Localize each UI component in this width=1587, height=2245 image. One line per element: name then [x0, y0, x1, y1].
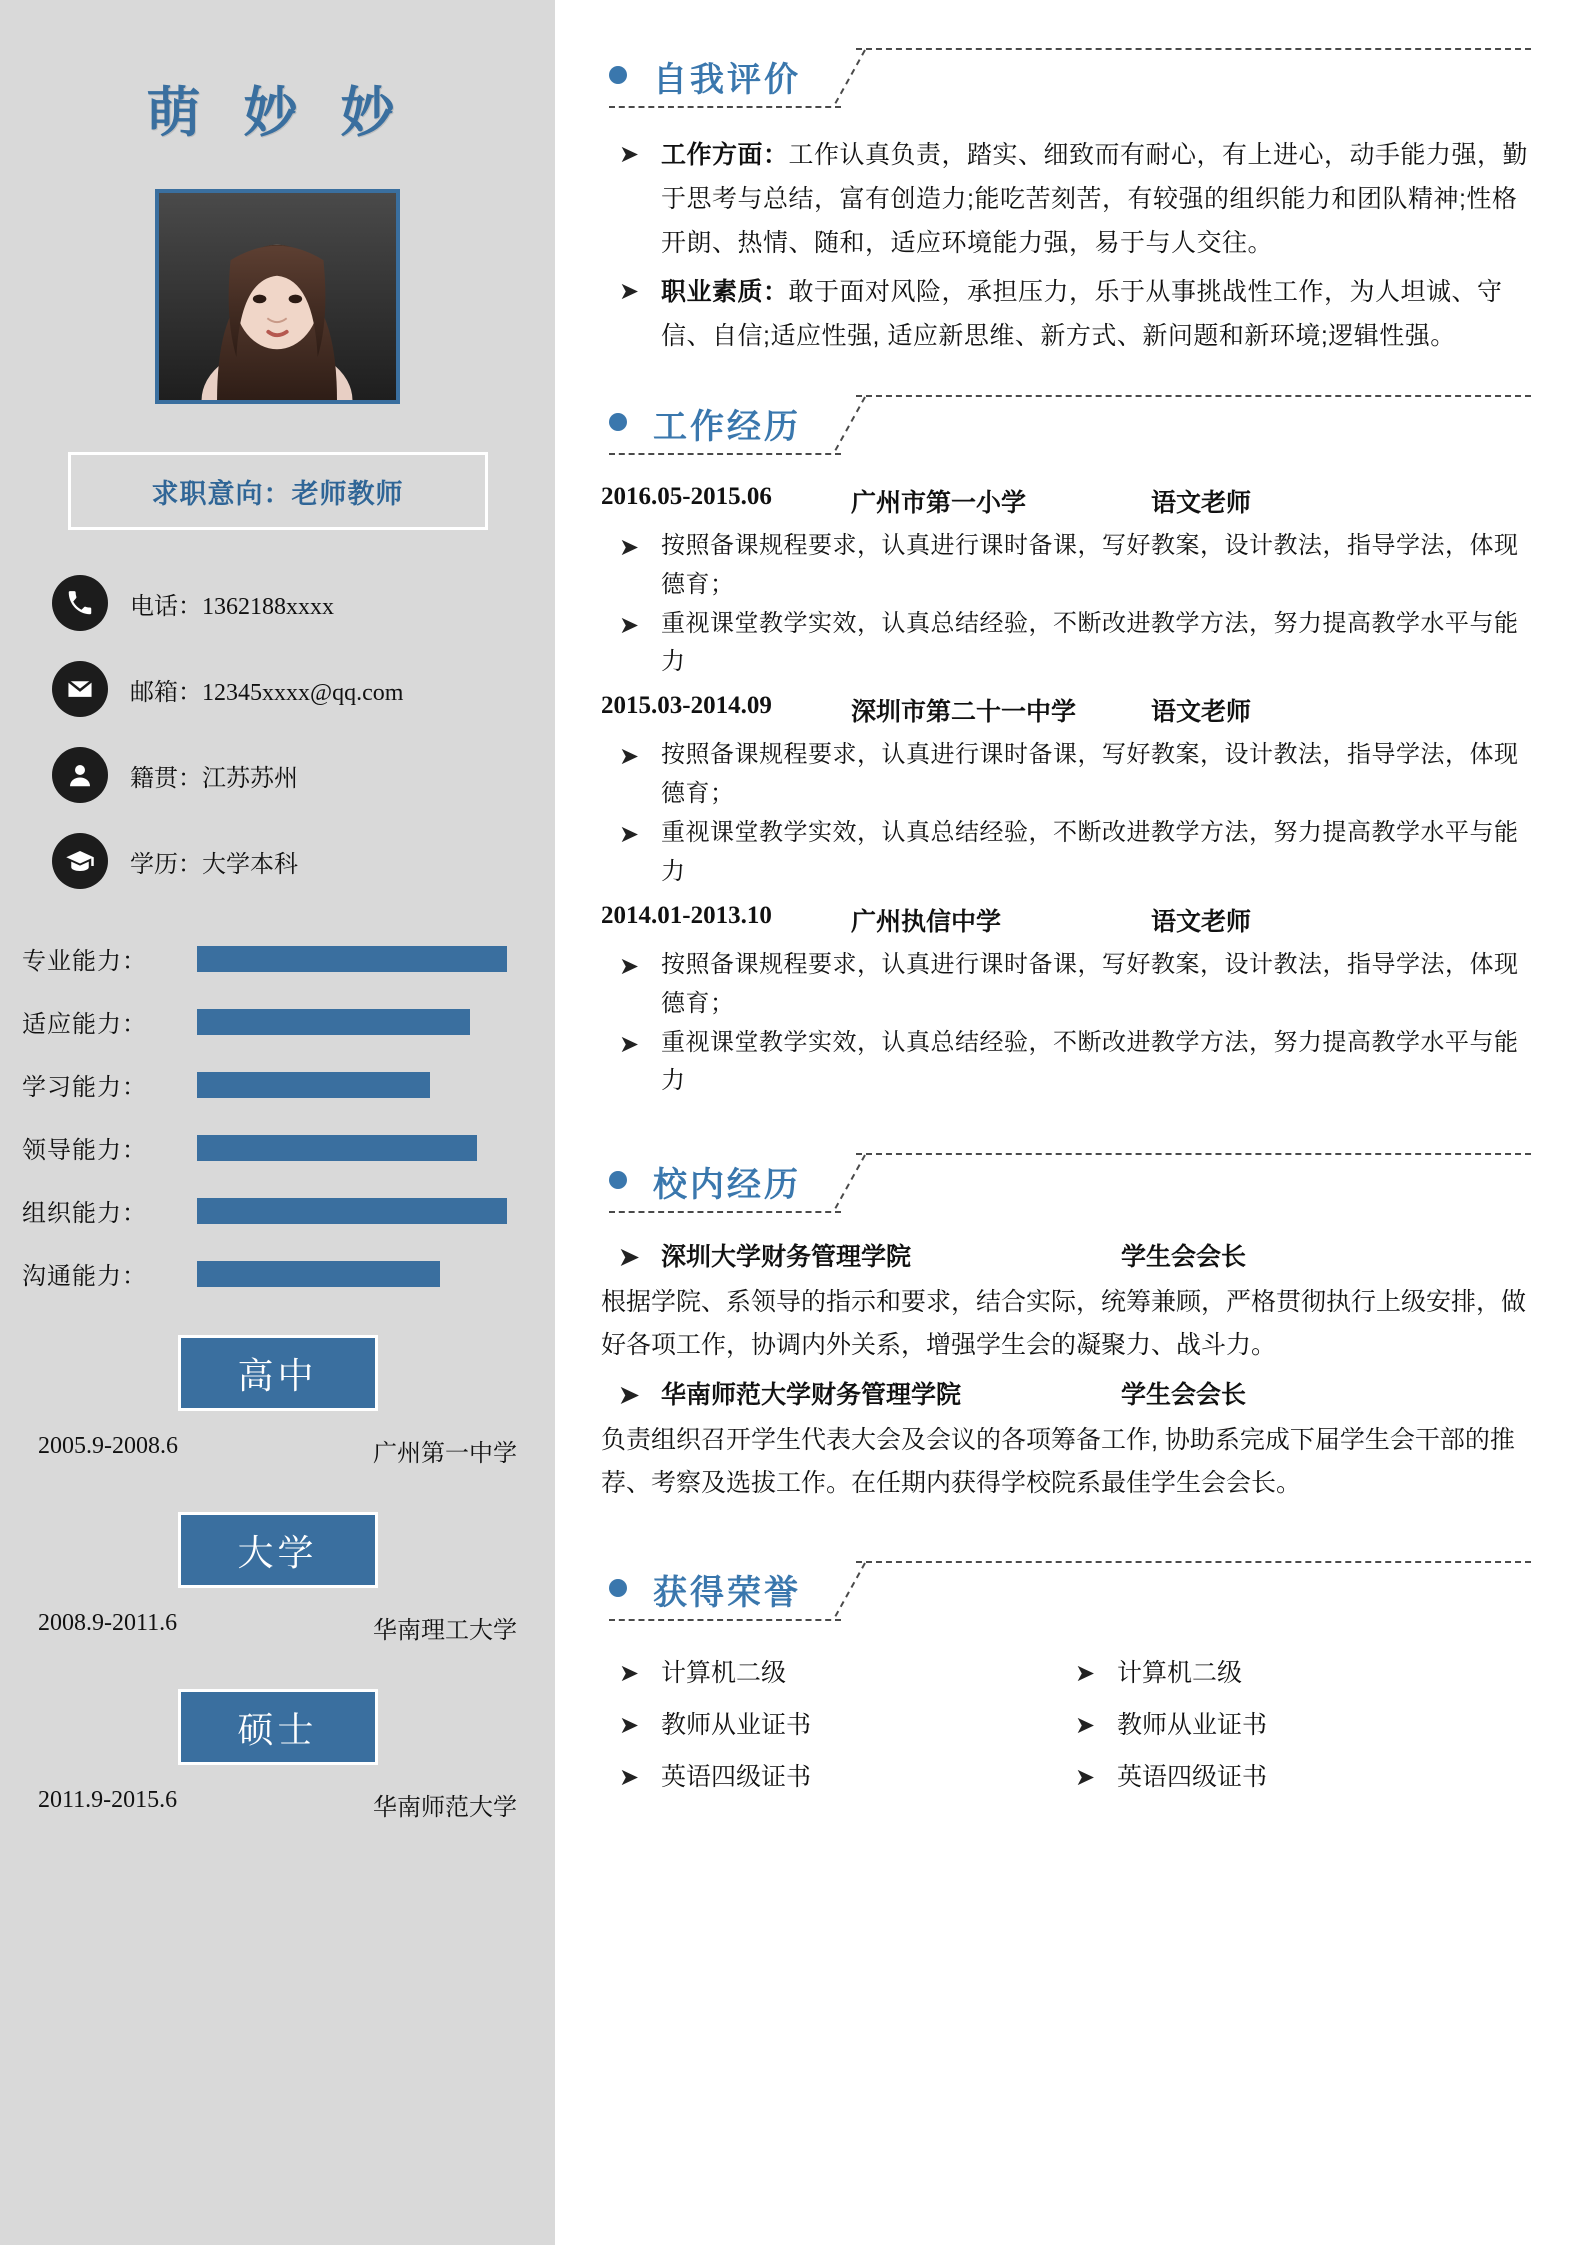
header-rule-top	[856, 1561, 1531, 1563]
contact-hometown-label: 籍贯：	[130, 764, 202, 792]
honor-text: 英语四级证书	[661, 1763, 812, 1792]
work-role: 语文老师	[1151, 488, 1252, 517]
bullet-dot-icon	[609, 413, 627, 431]
list-item	[619, 271, 1531, 359]
skill-bar	[197, 946, 507, 972]
arrow-bullet-icon: ➤	[1075, 1660, 1096, 1688]
list-item	[619, 814, 1531, 892]
contact-phone-value: 1362188xxxx	[202, 593, 334, 620]
skill-label: 学习能力：	[22, 1074, 147, 1101]
education-date: 2011.9-2015.6	[38, 1787, 178, 1813]
honor-column-left	[619, 1653, 1075, 1809]
skill-label: 组织能力：	[22, 1200, 147, 1227]
honor-text: 教师从业证书	[661, 1711, 812, 1740]
contact-email-label: 邮箱：	[130, 678, 202, 706]
arrow-bullet-icon: ➤	[619, 821, 640, 848]
arrow-bullet-icon: ➤	[1075, 1764, 1096, 1792]
list-item	[619, 1024, 1531, 1102]
header-rule-diagonal	[833, 48, 867, 106]
list-item	[1075, 1757, 1531, 1799]
education-school: 华南理工大学	[373, 1617, 517, 1644]
header-rule-bottom	[609, 106, 841, 108]
user-icon	[52, 747, 108, 803]
header-rule-top	[856, 395, 1531, 397]
sidebar	[0, 0, 555, 2245]
honor-column-right	[1075, 1653, 1531, 1809]
arrow-bullet-icon: ➤	[619, 611, 640, 639]
contact-phone	[52, 575, 555, 631]
education-item	[0, 1689, 555, 1822]
skill-list	[22, 941, 555, 1291]
list-item	[1075, 1705, 1531, 1747]
contact-hometown-text	[130, 758, 298, 793]
campus-item	[601, 1375, 1531, 1505]
skill-label: 领导能力：	[22, 1137, 147, 1164]
honor-text: 计算机二级	[661, 1659, 787, 1688]
contact-education-value: 大学本科	[202, 850, 298, 878]
skill-item	[22, 1004, 555, 1039]
work-org: 广州执信中学	[851, 907, 1002, 936]
work-date: 2015.03-2014.09	[601, 692, 772, 720]
contact-hometown-value: 江苏苏州	[202, 764, 298, 792]
work-role: 语文老师	[1151, 907, 1252, 936]
skill-bar	[197, 1198, 507, 1224]
work-date: 2016.05-2015.06	[601, 482, 772, 510]
header-rule-diagonal	[833, 1153, 867, 1211]
education-badge: 大学	[178, 1512, 378, 1588]
skill-bar	[197, 1009, 470, 1035]
skill-item	[22, 1130, 555, 1165]
work-points	[619, 736, 1531, 892]
education-school: 华南师范大学	[373, 1794, 517, 1821]
skill-item	[22, 1193, 555, 1228]
arrow-bullet-icon: ➤	[619, 743, 640, 771]
arrow-bullet-icon: ➤	[619, 1382, 640, 1410]
arrow-bullet-icon: ➤	[619, 952, 640, 980]
work-points	[619, 946, 1531, 1102]
header-rule-top	[856, 1153, 1531, 1155]
arrow-bullet-icon: ➤	[619, 141, 640, 168]
work-date: 2014.01-2013.10	[601, 901, 772, 929]
campus-item-header	[619, 1237, 1531, 1279]
skill-bar	[197, 1261, 440, 1287]
self-eval-list	[619, 134, 1531, 359]
list-item-label: 工作方面：	[661, 141, 789, 169]
contact-list	[52, 575, 555, 889]
list-item	[619, 605, 1531, 683]
work-org: 深圳市第二十一中学	[851, 698, 1077, 727]
education-line	[0, 1787, 555, 1822]
main-content	[555, 0, 1587, 2245]
campus-role: 学生会会长	[1121, 1243, 1247, 1272]
contact-education-text	[130, 844, 298, 879]
list-item	[619, 134, 1531, 265]
campus-item-header	[619, 1375, 1531, 1417]
skill-item	[22, 1256, 555, 1291]
section-title: 获得荣誉	[653, 1574, 801, 1613]
education-line	[0, 1610, 555, 1645]
page-title: 萌 妙 妙	[146, 83, 409, 143]
mail-icon	[52, 661, 108, 717]
section-header-honors	[601, 1553, 1531, 1639]
list-item-text: 按照备课规程要求，认真进行课时备课，写好教案，设计教法，指导学法，体现德育；	[661, 950, 1519, 1017]
contact-phone-label: 电话：	[130, 592, 202, 620]
campus-desc: 负责组织召开学生代表大会及会议的各项筹备工作, 协助系完成下届学生会干部的推荐、考察及选拔工作。在任期内获得学校院系最佳学生会会长。	[601, 1426, 1515, 1498]
work-org: 广州市第一小学	[851, 488, 1027, 517]
arrow-bullet-icon: ➤	[619, 1712, 640, 1740]
campus-item	[601, 1237, 1531, 1367]
contact-education	[52, 833, 555, 889]
list-item-text: 按照备课规程要求，认真进行课时备课，写好教案，设计教法，指导学法，体现德育；	[661, 741, 1519, 808]
work-item	[601, 902, 1531, 1102]
list-item	[619, 1653, 1075, 1695]
section-title: 自我评价	[653, 61, 801, 99]
campus-role: 学生会会长	[1121, 1381, 1247, 1410]
list-item	[619, 527, 1531, 605]
section-title: 校内经历	[653, 1166, 801, 1205]
job-objective-box	[68, 452, 488, 530]
work-points	[619, 527, 1531, 683]
education-item	[0, 1335, 555, 1468]
contact-email-text	[130, 672, 403, 707]
education-badge: 硕士	[178, 1689, 378, 1765]
arrow-bullet-icon: ➤	[619, 1244, 640, 1272]
arrow-bullet-icon: ➤	[619, 278, 640, 306]
arrow-bullet-icon: ➤	[1075, 1712, 1096, 1740]
arrow-bullet-icon: ➤	[619, 1764, 640, 1792]
education-date: 2005.9-2008.6	[38, 1433, 178, 1459]
list-item-text: 按照备课规程要求，认真进行课时备课，写好教案，设计教法，指导学法，体现德育；	[661, 531, 1519, 598]
graduation-cap-icon	[52, 833, 108, 889]
skill-item	[22, 941, 555, 976]
header-rule-diagonal	[833, 395, 867, 453]
contact-email	[52, 661, 555, 717]
job-objective-text: 求职意向：老师教师	[151, 478, 404, 509]
list-item-text: 重视课堂教学实效，认真总结经验，不断改进教学方法，努力提高教学水平与能力	[661, 1028, 1519, 1095]
list-item-text: 重视课堂教学实效，认真总结经验，不断改进教学方法，努力提高教学水平与能力	[661, 819, 1519, 885]
honor-text: 教师从业证书	[1117, 1711, 1268, 1740]
list-item-text: 敢于面对风险，承担压力，乐于从事挑战性工作，为人坦诚、守信、自信;适应性强, 适应新思维、新方式、新问题和新环境;逻辑性强。	[661, 278, 1503, 350]
bullet-dot-icon	[609, 1579, 627, 1597]
list-item-body	[661, 271, 1531, 359]
list-item	[619, 1705, 1075, 1747]
skill-item	[22, 1067, 555, 1102]
header-rule-bottom	[609, 1619, 841, 1621]
work-item-header	[601, 902, 1531, 938]
section-header-campus	[601, 1145, 1531, 1231]
section-header-work	[601, 387, 1531, 473]
honor-text: 英语四级证书	[1117, 1763, 1268, 1792]
honor-text: 计算机二级	[1117, 1659, 1243, 1688]
arrow-bullet-icon: ➤	[619, 533, 640, 561]
work-item	[601, 692, 1531, 892]
list-item	[619, 736, 1531, 814]
skill-label: 适应能力：	[22, 1011, 147, 1038]
list-item	[619, 946, 1531, 1024]
skill-bar	[197, 1135, 477, 1161]
header-rule-bottom	[609, 1211, 841, 1213]
contact-phone-text	[130, 586, 334, 621]
education-school: 广州第一中学	[373, 1440, 517, 1467]
avatar	[155, 189, 400, 404]
campus-org: 华南师范大学财务管理学院	[661, 1381, 962, 1410]
skill-label: 专业能力：	[22, 948, 147, 975]
skill-label: 沟通能力：	[22, 1263, 147, 1290]
section-title: 工作经历	[653, 407, 801, 446]
skill-bar	[197, 1072, 430, 1098]
section-header-self-eval	[601, 40, 1531, 126]
portrait-photo	[159, 193, 396, 400]
education-line	[0, 1433, 555, 1468]
contact-hometown	[52, 747, 555, 803]
work-item-header	[601, 692, 1531, 728]
list-item-text: 重视课堂教学实效，认真总结经验，不断改进教学方法，努力提高教学水平与能力	[661, 609, 1519, 676]
header-rule-bottom	[609, 453, 841, 455]
education-badge: 高中	[178, 1335, 378, 1411]
list-item-label: 职业素质：	[661, 278, 789, 307]
arrow-bullet-icon: ➤	[619, 1030, 640, 1058]
arrow-bullet-icon: ➤	[619, 1660, 640, 1688]
header-rule-diagonal	[833, 1561, 867, 1619]
header-rule-top	[856, 48, 1531, 50]
education-item	[0, 1512, 555, 1645]
contact-education-label: 学历：	[130, 850, 202, 878]
list-item	[1075, 1653, 1531, 1695]
phone-icon	[52, 575, 108, 631]
education-date: 2008.9-2011.6	[38, 1610, 178, 1636]
bullet-dot-icon	[609, 1171, 627, 1189]
work-item	[601, 483, 1531, 683]
honor-list	[619, 1653, 1531, 1809]
list-item	[619, 1757, 1075, 1799]
campus-org: 深圳大学财务管理学院	[661, 1243, 912, 1272]
list-item-body	[661, 134, 1531, 265]
contact-email-value: 12345xxxx@qq.com	[202, 679, 404, 706]
work-item-header	[601, 483, 1531, 519]
list-item-text: 工作认真负责，踏实、细致而有耐心，有上进心，动手能力强，勤于思考与总结，富有创造力;能吃苦刻苦，有较强的组织能力和团队精神;性格开朗、热情、随和，适应环境能力强，易于与人交往。	[661, 141, 1529, 257]
work-role: 语文老师	[1151, 698, 1252, 727]
campus-desc: 根据学院、系领导的指示和要求，结合实际，统筹兼顾，严格贯彻执行上级安排，做好各项工作，协调内外关系，增强学生会的凝聚力、战斗力。	[601, 1288, 1527, 1360]
bullet-dot-icon	[609, 66, 627, 84]
